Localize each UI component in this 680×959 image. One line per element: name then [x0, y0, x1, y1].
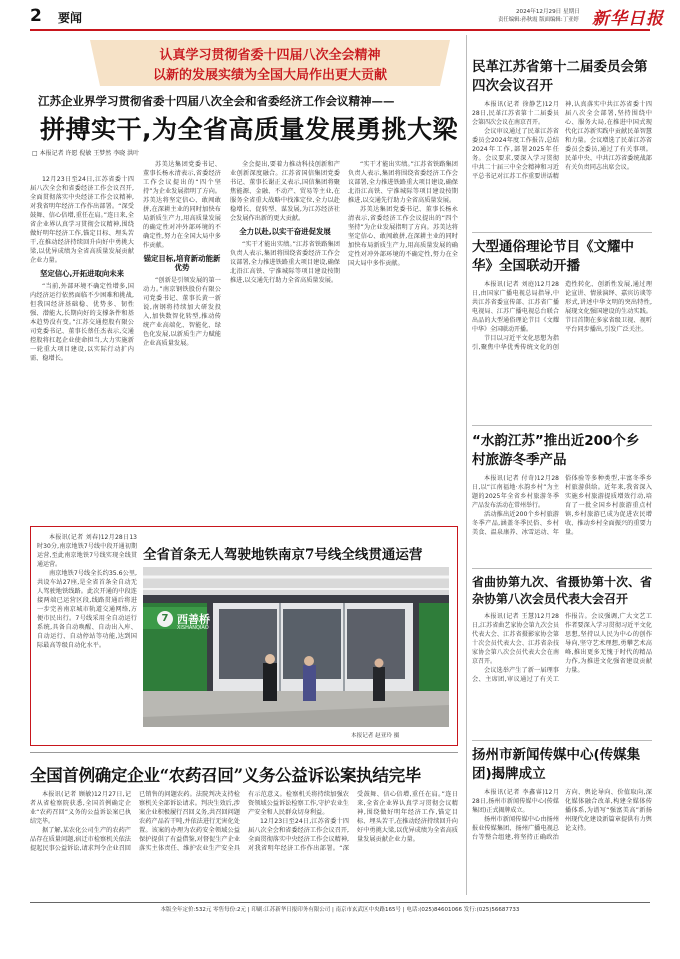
right4-byline: 本报讯(记者 王慧)12月28日,江苏省曲艺家协会第九次会员代表大会、江苏省摄影家协会第十次会员代表大会、江苏省杂技家协会第八次会员代表大会在南京召开。: [472, 613, 559, 665]
right-story-1: [472, 58, 652, 228]
right1-body: [472, 100, 652, 222]
bottom-byline: 本报讯(记者 顾敏)12月27日,记者从省检察院获悉,全国首例确定企业“农药召回”义务的公益诉讼案已执结完毕。: [30, 791, 131, 825]
right2-body: [472, 280, 652, 415]
subway-platform-illustration: [143, 567, 449, 727]
page-header: [0, 0, 680, 30]
right5-body: [472, 788, 652, 888]
right-story-5: [472, 746, 652, 896]
masthead-logo: 新华日报: [592, 9, 664, 29]
right1-title: 民革江苏省第十二届委员会第四次会议召开: [472, 59, 648, 94]
rail-title: 全省首条无人驾驶地铁南京7号线全线贯通运营: [143, 547, 423, 563]
right1-text: 会议审议通过了民革江苏省委员会2024年度工作报告,总结2024年工作,部署2025年任务。会议要求,要深入学习贯彻中共二十届三中全会精神和习近平总书记对江苏工作重要讲话精神,认真落实中共江苏省委十四届八次全会部署,坚持围绕中心、服务大局,在推进中国式现代化江苏新实践中贡献民革智慧和力量。会议增选了民革江苏省委员会委员,通过了有关事项。民革中央、中共江苏省委统战部有关负责同志出席会议。: [472, 101, 652, 180]
station-name-cn: 西善桥: [177, 613, 210, 626]
right5-title: 扬州市新闻传媒中心(传媒集团)揭牌成立: [472, 747, 641, 782]
bottom-text: 据了解,某农化公司生产的农药产品存在质量问题,宿迁市检察机关依法提起民事公益诉讼,请求判令企业召回已销售的问题农药。法院判决支持检察机关全部诉讼请求。判决生效后,涉案企业积极履行召回义务,共召回问题农药产品若干吨,并依法进行无害化处置。该案的办理为农药安全领域公益保护提供了有益借鉴,对督促生产企业落实主体责任、维护农业生产安全具有示范意义。检察机关将持续加强农资领域公益诉讼检察工作,守护农业生产安全和人民群众切身利益。: [30, 791, 349, 852]
lead-kicker-band: [90, 38, 450, 88]
lead-kicker-2: 以新的发展实绩为全国大局作出更大贡献: [152, 68, 387, 83]
rail-photo: [143, 567, 449, 727]
footer-text: 本版全年定价:532元 零售每份:2元 | 印刷:江苏新华日报印务有限公司 | 南京市玄武区中央路165号 | 电话:(025)84601066 发行:(025)56687733: [160, 907, 520, 913]
lead-title: 拼搏实干,为全省高质量发展勇挑大梁: [40, 115, 458, 144]
rail-photo-credit: 本报记者 赵亚玲 摄: [351, 733, 400, 739]
right-story-4: [472, 574, 652, 734]
lead-kicker-1: 认真学习贯彻省委十四届八次全会精神: [159, 48, 381, 63]
lead-subhead-1: 坚定信心,开拓进取向未来: [39, 269, 125, 278]
station-sign-circle: 7: [157, 611, 173, 627]
right3-body: [472, 474, 652, 564]
right2-text: 节目以习近平文化思想为指引,聚焦中华优秀传统文化的创造性转化、创新性发展,通过理论宣讲、情景演绎、嘉宾访谈等形式,讲述中华文明的突出特性,展现文化强国建设的生动实践。节目首期在多家省级卫视、视听平台同步播出,引发广泛关注。: [472, 281, 652, 351]
lead-column-2: [143, 160, 221, 520]
right4-body: [472, 612, 652, 732]
right3-byline: 本报讯(记者 付奇)12月28日,以“江南福地·水韵乡村”为主题的2025年全省乡村旅游冬季产品发布活动在常州举行。: [472, 475, 559, 509]
right-sep-4: [472, 740, 652, 741]
right2-byline: 本报讯(记者 刘庭)12月28日,由国家广播电视总局指导,中共江苏省委宣传部、江苏省广播电视局、江苏广播电视总台联合出品的大型通俗理论节目《文耀中华》全国联动开播。: [472, 281, 559, 333]
header-editors: 责任编辑:孙秋霞 版面编辑:丁亚婷: [498, 17, 579, 23]
lead-col3-para: 全会提出,要着力推动科技创新和产业创新深度融合。江苏省国信集团党委书记、董事长谢正义表示,国信集团将聚焦能源、金融、不动产、贸易等主业,在服务全省重大战略中找准定位,全力以赴稳增长、促转型、谋发展,为江苏经济社会发展作出新的更大贡献。: [230, 161, 340, 222]
right3-text: 活动推出近200个乡村旅游冬季产品,涵盖冬季民俗、乡村美食、温泉康养、冰雪运动、年俗体验等多种类型,丰富冬季乡村旅游供给。近年来,我省深入实施乡村旅游提质增效行动,培育了一批全国乡村旅游重点村镇,乡村旅游已成为促进农民增收、推动乡村全面振兴的重要力量。: [472, 475, 652, 536]
right5-byline: 本报讯(记者 李鑫睿)12月28日,扬州市新闻传媒中心(传媒集团)正式揭牌成立。: [472, 789, 559, 814]
header-rule: [30, 29, 650, 31]
lead-subhead-3: 全力以赴,以实干奋进促发展: [239, 227, 331, 236]
bottom-body: [30, 790, 458, 898]
page-number: 2: [30, 6, 42, 26]
footer-rule: [30, 902, 650, 903]
bottom-title: 全国首例确定企业“农药召回”义务公益诉讼案执结完毕: [30, 766, 421, 785]
right1-byline: 本报讯(记者 徐静艺)12月28日,民革江苏省第十二届委员会第四次会议在南京召开。: [472, 101, 559, 126]
section-name: 要闻: [58, 11, 83, 25]
right-sep-1: [472, 232, 652, 233]
right4-title: 省曲协第九次、省摄协第十次、省杂协第八次会员代表大会召开: [472, 575, 653, 606]
rail-byline: 本报讯(记者 刘春)12月28日13时30分,南京地铁7号线中段开通初期运营,至此南京地铁7号线实现全线贯通运营。: [37, 534, 137, 568]
lead-subtitle: 江苏企业界学习贯彻省委十四届八次全会和省委经济工作会议精神——: [38, 94, 395, 108]
lead-col2b-para: “创新是引领发展的第一动力。”南京钢铁股份有限公司党委书记、董事长黄一新说,南钢将持续加大研发投入,加快数智化转型,推动传统产业高端化、智能化、绿色化发展,以新质生产力赋能企业高质量发展。: [143, 277, 221, 347]
lead-col4b-para: 苏美达集团党委书记、董事长杨永清表示,省委经济工作会议提出的“四个坚持”为企业发展指明了方向。苏美达将坚定信心、敢闯敢拼,在深耕主业的同时加快布局新质生产力,用高质量发展的确定性对冲外部环境的不确定性,努力在全国大局中多作贡献。: [348, 206, 458, 267]
right3-title: “水韵江苏”推出近200个乡村旅游冬季产品: [472, 433, 640, 468]
lead-column-3: [230, 160, 340, 520]
right-story-2: [472, 238, 652, 418]
station-name-en: XISHANQIAO: [177, 625, 209, 631]
bottom-text-2: 12月23日至24日,江苏省委十四届八次全会和省委经济工作会议召开,全面贯彻落实中央经济工作会议精神,对我省明年经济工作作出部署。“深受鼓舞、信心倍增,重任在肩。”连日来,全省企业界认真学习贯彻会议精神,围绕做好明年经济工作,锚定目标、埋头苦干,在推动经济持续回升向好中勇挑大梁,以优异成绩为全省高质量发展贡献企业力量。: [248, 791, 458, 852]
lead-col2-para: 苏美达集团党委书记、董事长杨永清表示,省委经济工作会议提出的“四个坚持”为企业发展指明了方向。苏美达将坚定信心、敢闯敢拼,在深耕主业的同时加快布局新质生产力,用高质量发展的确定性对冲外部环境的不确定性,努力在全国大局中多作贡献。: [143, 161, 221, 249]
right5-text: 扬州市新闻传媒中心由扬州报业传媒集团、扬州广播电视总台等整合组建,将坚持正确政治方向、舆论导向、价值取向,深化媒体融合改革,构建全媒体传播体系,为谱写“强富美高”新扬州现代化建设新篇章提供有力舆论支持。: [472, 789, 652, 841]
right2-title: 大型通俗理论节目《文耀中华》全国联动开播: [472, 239, 634, 274]
right-column-divider: [466, 35, 467, 895]
right-sep-3: [472, 568, 652, 569]
lead-col1b-para: “当前,外部环境不确定性增多,国内经济运行依然面临不少困难和挑战,但我国经济基础稳、优势多、韧性强、潜能大,长期向好的支撑条件和基本趋势没有变。”江苏交通控股有限公司党委书记、董事长蔡任杰表示,交通控股将扛起企业使命担当,大力实施新一轮重大项目建设,以实际行动扩内需、稳增长。: [30, 283, 134, 362]
rail-text: 南京地铁7号线全长约35.6公里,共设车站27座,是全省首条全自动无人驾驶地铁线路。此次开通的中段连接两端已运营区段,线路贯通后将进一步完善南京城市轨道交通网络,方便市民出行。7号线采用全自动运行系统,具备自动唤醒、自动出入库、自动运行、自动停站等功能,达到国际最高等级自动化水平。: [37, 570, 137, 649]
lead-column-4: [348, 160, 458, 520]
right-sep-2: [472, 425, 652, 426]
lead-subhead-2: 锚定目标,培育新动能新优势: [143, 254, 221, 272]
lead-col4-para: “实干才能出实绩。”江苏省铁路集团负责人表示,集团将围绕省委经济工作会议部署,全力推进铁路重大项目建设,确保北沿江高铁、宁淮城际等项目建设按期推进,以交通先行助力全省高质量发展。: [348, 161, 458, 204]
bottom-top-rule: [30, 752, 458, 753]
lead-col3b-para: “实干才能出实绩。”江苏省铁路集团负责人表示,集团将围绕省委经济工作会议部署,全力推进铁路重大项目建设,确保北沿江高铁、宁淮城际等项目建设按期推进,以交通先行助力全省高质量发展。: [230, 241, 340, 284]
lead-col1-para: 12月23日至24日,江苏省委十四届八次全会和省委经济工作会议召开,全面贯彻落实中央经济工作会议精神,对我省明年经济工作作出部署。“深受鼓舞、信心倍增,重任在肩。”连日来,全省企业界认真学习贯彻会议精神,围绕做好明年经济工作,锚定目标、埋头苦干,在推动经济持续回升向好中勇挑大梁,以优异成绩为全省高质量发展贡献企业力量。: [30, 176, 134, 264]
header-date: 2024年12月29日 星期日: [516, 9, 580, 15]
rail-text-column: [37, 533, 137, 738]
lead-column-1: [30, 175, 134, 520]
right4-text: 会议选举产生了新一届理事会、主席团,审议通过了有关工作报告。会议强调,广大文艺工作者要深入学习贯彻习近平文化思想,坚持以人民为中心的创作导向,坚守艺术理想,勇攀艺术高峰,推出更多无愧于时代的精品力作,为推进文化强省建设贡献力量。: [472, 613, 652, 683]
lead-byline: □ 本报记者 许愿 倪敏 王梦然 李晓 洪叶: [32, 150, 140, 157]
rail-story-box: [30, 526, 458, 746]
right-story-3: [472, 432, 652, 562]
